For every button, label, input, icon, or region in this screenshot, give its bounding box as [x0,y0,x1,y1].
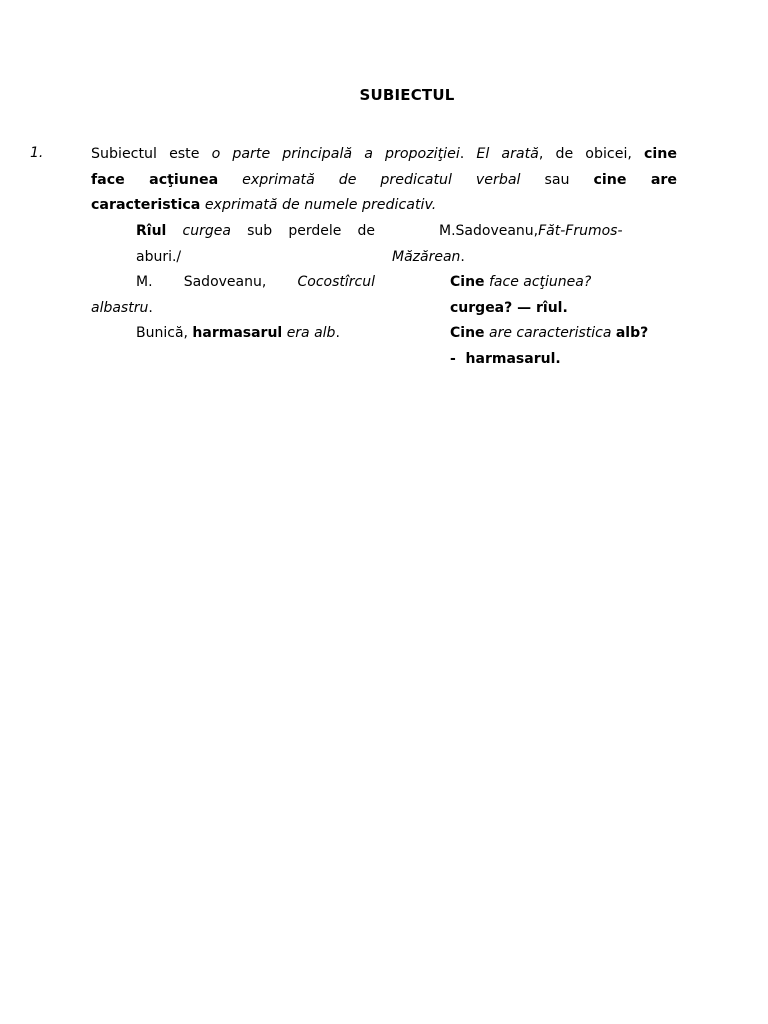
text-run-italic: are caracteristica [489,325,612,341]
text-run-italic: exprimată de numele predicativ. [204,197,437,213]
example-1-line-2: aburi./ [136,248,182,265]
text-run-bold: cine [644,146,677,162]
answer-1 [392,296,682,322]
paragraph-line-2 [91,168,677,194]
text-run-bold: face acţiunea [91,171,219,188]
text-run-italic: El arată [476,146,539,162]
paragraph-line-3 [91,193,677,219]
text-run-italic: curgea [182,223,231,239]
text-run-bold: Rîul [136,223,167,239]
definition-paragraph [91,142,677,219]
text-run-italic: face acţiunea? [489,274,592,290]
question-1 [392,270,682,296]
example-2-line-1 [91,270,375,296]
example-3-line-1 [91,321,375,347]
list-item-number: 1. [30,145,44,161]
text-run: . [460,248,465,265]
text-run-italic: o parte principală a propoziţiei [211,146,460,162]
text-run-bold: curgea? — rîul. [450,299,568,316]
text-run-bold: harmasarul [192,325,283,341]
text-run-italic: era alb [286,325,336,341]
question-2 [392,321,682,347]
example-2-line-2 [91,296,375,322]
work-title-cont: albastru [91,299,149,316]
work-title: Făt-Frumos- [538,223,623,239]
text-run: . [148,299,153,316]
text-run-bold: Cine [450,274,485,290]
page-title: SUBIECTUL [359,86,455,104]
text-run: Subiectul este [91,146,212,162]
text-run-bold: Cine [450,325,485,341]
work-title-cont: Măzărean [392,248,461,265]
author-name: M.Sadoveanu, [439,223,539,239]
author-name: M. Sadoveanu, [136,274,267,290]
examples-right-column [392,219,682,372]
text-run-bold: cine are [593,171,678,188]
paragraph-line-1 [91,142,677,168]
text-run: sub perdele de [247,223,376,239]
text-run-bold: caracteristica [91,197,201,213]
text-run: . [335,325,340,341]
example-1-line-1 [91,219,375,245]
answer-2 [392,347,682,373]
examples-left-column [91,219,375,347]
source-1-line-1 [392,219,682,245]
text-run-italic: exprimată de predicatul verbal [242,171,521,188]
text-run: Bunică, [136,325,193,341]
text-run-bold: alb? [615,325,649,341]
text-run-bold: - harmasarul. [450,350,561,367]
text-run: . [459,146,477,162]
text-run: , de obicei, [538,146,644,162]
source-1-line-2 [392,245,682,271]
work-title: Cocostîrcul [297,274,375,290]
text-run: sau [544,171,570,188]
